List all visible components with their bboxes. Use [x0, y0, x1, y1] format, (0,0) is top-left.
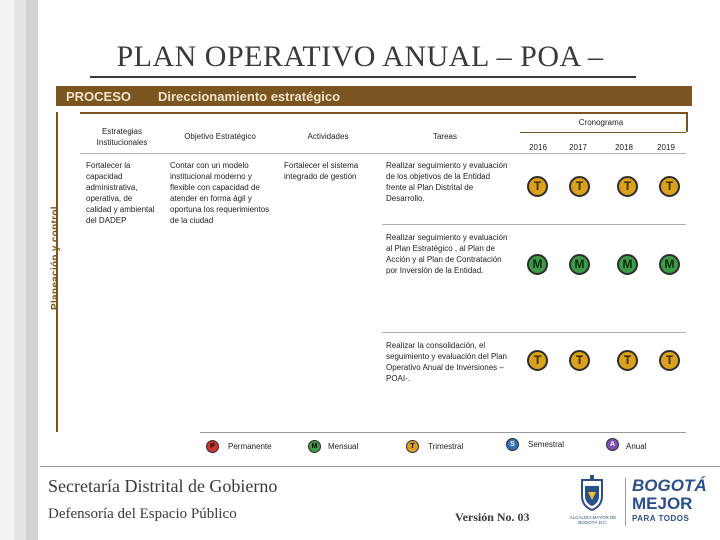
mark-t3-2018: T	[617, 350, 638, 371]
legend-m-label: Mensual	[328, 442, 359, 451]
mark-t2-2016: M	[527, 254, 548, 275]
year-2016: 2016	[529, 143, 547, 152]
legend-a-mark: A	[606, 438, 619, 451]
col-cronograma: Cronograma	[578, 118, 624, 127]
legend-s-label: Semestral	[528, 440, 565, 449]
legend-p-label: Permanente	[228, 442, 272, 451]
header-separator	[80, 153, 686, 154]
legend-a-label: Anual	[626, 442, 647, 451]
legend-rule	[200, 432, 686, 433]
footer-secretaria: Secretaría Distrital de Gobierno	[48, 476, 278, 496]
mark-t1-2016: T	[527, 176, 548, 197]
legend-p-mark: P	[206, 440, 219, 453]
mark-t1-2017: T	[569, 176, 590, 197]
logo-bogota: BOGOTÁ	[632, 476, 707, 495]
mark-t1-2018: T	[617, 176, 638, 197]
title-underline	[90, 76, 636, 78]
bogota-shield-logo	[572, 474, 612, 514]
footer-rule	[40, 466, 720, 467]
mark-t2-2017: M	[569, 254, 590, 275]
left-stripe-dark	[26, 0, 38, 540]
proceso-label: PROCESO	[66, 89, 132, 104]
year-2019: 2019	[657, 143, 675, 152]
legend-m-mark: M	[308, 440, 321, 453]
year-2018: 2018	[615, 143, 633, 152]
col-objetivo: Objetivo Estratégico	[184, 132, 256, 141]
logo-separator	[625, 478, 626, 526]
year-2017: 2017	[569, 143, 587, 152]
legend-t-mark: T	[406, 440, 419, 453]
proceso-value: Direccionamiento estratégico	[158, 89, 341, 104]
footer-version: Versión No. 03	[455, 510, 530, 524]
legend-t-label: Trimestral	[428, 442, 464, 451]
logo-para-todos: PARA TODOS	[632, 514, 690, 523]
vertical-label: Planeación y control	[50, 206, 61, 310]
footer-defensoria: Defensoría del Espacio Público	[48, 506, 237, 522]
left-stripe-mid	[14, 0, 26, 540]
proceso-bar	[56, 86, 692, 106]
legend-s-mark: S	[506, 438, 519, 451]
table-top-border	[80, 112, 686, 114]
mark-t3-2016: T	[527, 350, 548, 371]
col-tareas: Tareas	[432, 132, 457, 141]
col-estrategias: Estrategias Institucionales	[96, 127, 148, 147]
col-actividades: Actividades	[307, 132, 349, 141]
cronograma-rule	[520, 132, 686, 133]
mark-t1-2019: T	[659, 176, 680, 197]
logo-mejor: MEJOR	[632, 494, 693, 513]
task-2: Realizar seguimiento y evaluación al Plan Estratégico , al Plan de Acción y al Plan de Contratación por Inversión de la Entidad.	[386, 233, 508, 275]
page-title: PLAN OPERATIVO ANUAL – POA –	[116, 40, 604, 73]
table-right-border	[686, 112, 688, 132]
cell-actividad: Fortalecer el sistema integrado de gestión	[284, 161, 359, 181]
left-stripe-light	[0, 0, 14, 540]
cell-estrategia: Fortalecer la capacidad administrativa, operativa, de calidad y ambiental del DADEP	[86, 161, 155, 225]
task-separator-2	[382, 332, 686, 333]
cell-objetivo: Contar con un modelo institucional moderno y flexible con capacidad de atender en forma ágil y oportuna los requerimientos de la ciudad	[170, 161, 270, 225]
task-3: Realizar la consolidación, el seguimiento y evaluación del Plan Operativo Anual de Inversiones –POAI-.	[386, 341, 507, 383]
shield-icon	[572, 474, 612, 514]
task-1: Realizar seguimiento y evaluación de los objetivos de la Entidad frente al Plan Distrital de Desarrollo.	[386, 161, 508, 203]
mark-t3-2019: T	[659, 350, 680, 371]
alcaldia-caption: ALCALDÍA MAYOR DE BOGOTÁ D.C.	[569, 515, 617, 525]
mark-t2-2018: M	[617, 254, 638, 275]
mark-t3-2017: T	[569, 350, 590, 371]
task-separator-1	[382, 224, 686, 225]
mark-t2-2019: M	[659, 254, 680, 275]
